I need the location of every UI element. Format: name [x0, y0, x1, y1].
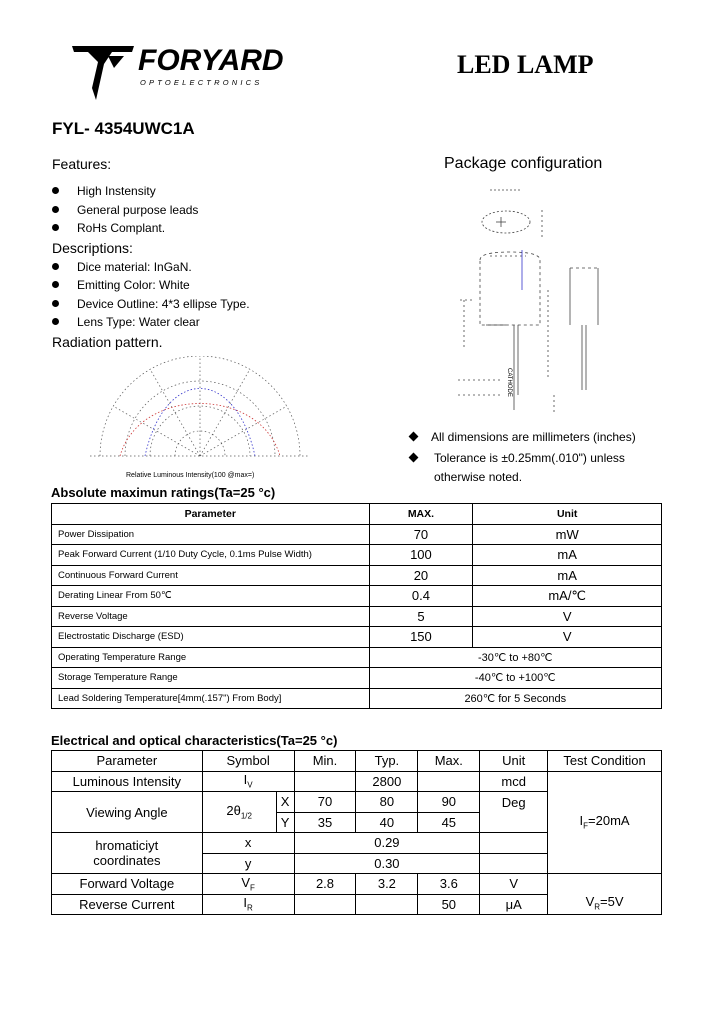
cell-parameter: Continuous Forward Current: [52, 565, 370, 586]
cell-parameter: hromaticiyt coordinates: [52, 833, 203, 874]
cell-max: 0.4: [369, 586, 473, 607]
cell-max: 5: [369, 606, 473, 627]
cell-unit: mA: [473, 545, 662, 566]
package-heading: Package configuration: [444, 155, 603, 172]
cell-unit: [480, 833, 548, 854]
cell-parameter: Storage Temperature Range: [52, 668, 370, 689]
cell-parameter: Operating Temperature Range: [52, 647, 370, 668]
cell-max: 100: [369, 545, 473, 566]
cell-parameter: Reverse Voltage: [52, 606, 370, 627]
cell-unit: V: [473, 627, 662, 648]
cathode-label: CATHODE: [506, 368, 512, 397]
column-header: Unit: [473, 504, 662, 525]
table-row: [52, 668, 662, 689]
cell-max: 90: [418, 792, 480, 813]
cell-unit: V: [473, 606, 662, 627]
cell-parameter: Derating Linear From 50℃: [52, 586, 370, 607]
cell-value: -40℃ to +100℃: [369, 668, 661, 689]
cell-min: 70: [294, 792, 356, 813]
cell-value: 260℃ for 5 Seconds: [369, 688, 661, 709]
column-header: Unit: [480, 751, 548, 772]
table-row: [52, 647, 662, 668]
eo-heading: Electrical and optical characteristics(Ta=25 °c): [51, 733, 338, 748]
cell-max: 50: [418, 894, 480, 915]
cell-parameter: Viewing Angle: [52, 792, 203, 833]
column-header: Min.: [294, 751, 356, 772]
descriptions-heading: Descriptions:: [52, 240, 133, 256]
eo-table: [51, 750, 662, 915]
cell-symbol: $I_V$: [202, 771, 294, 792]
feature-item: General purpose leads: [52, 203, 198, 217]
brand-subtitle: OPTOELECTRONICS: [140, 78, 263, 87]
cell-unit: Deg: [480, 792, 548, 833]
brand-name: FORYARD: [138, 44, 284, 77]
column-header: Parameter: [52, 504, 370, 525]
part-number: FYL- 4354UWC1A: [52, 119, 195, 138]
table-row: [52, 545, 662, 566]
feature-item: High Instensity: [52, 184, 156, 198]
description-item: Emitting Color: White: [52, 278, 190, 292]
cell-parameter: Luminous Intensity: [52, 771, 203, 792]
table-row: [52, 606, 662, 627]
cell-symbol: $V_F$: [202, 874, 294, 895]
abs-max-heading: Absolute maximun ratings(Ta=25 °c): [51, 485, 276, 500]
cell-value: -30℃ to +80℃: [369, 647, 661, 668]
cell-symbol: $I_R$: [202, 894, 294, 915]
cell-symbol: $2\theta_{1/2}$: [202, 792, 276, 833]
table-row: [52, 586, 662, 607]
column-header: Test Condition: [548, 751, 662, 772]
column-header: MAX.: [369, 504, 473, 525]
note-item: Tolerance is ±0.25mm(.010") unless otherwise noted.: [410, 449, 664, 487]
cell-min: 2.8: [294, 874, 356, 895]
table-row: [52, 524, 662, 545]
description-item: Device Outline: 4*3 ellipse Type.: [52, 297, 250, 311]
cell-unit: [480, 853, 548, 874]
column-header: Symbol: [202, 751, 294, 772]
package-drawing: [450, 180, 620, 420]
cell-unit: mA: [473, 565, 662, 586]
radiation-pattern-diagram: [80, 356, 320, 468]
radiation-heading: Radiation pattern.: [52, 334, 163, 350]
cell-symbol: x: [202, 833, 294, 854]
radiation-caption: Relative Luminous Intensity(100 @max=): [126, 472, 255, 479]
cell-max: [418, 771, 480, 792]
note-item: All dimensions are millimeters (inches): [410, 430, 664, 444]
cell-test-condition: $I_F=20mA$: [548, 771, 662, 874]
cell-typ: 80: [356, 792, 418, 813]
cell-typ: 40: [356, 812, 418, 833]
cell-unit: mW: [473, 524, 662, 545]
doc-title: LED LAMP: [457, 50, 594, 79]
cell-unit: μA: [480, 894, 548, 915]
cell-unit: V: [480, 874, 548, 895]
cell-typ: 0.29: [294, 833, 480, 854]
cell-unit: mcd: [480, 771, 548, 792]
table-row: [52, 874, 662, 895]
feature-item: RoHs Complant.: [52, 221, 165, 235]
cell-parameter: Lead Soldering Temperature[4mm(.157") From Body]: [52, 688, 370, 709]
column-header: Parameter: [52, 751, 203, 772]
cell-min: 35: [294, 812, 356, 833]
cell-axis: Y: [276, 812, 294, 833]
cell-max: 150: [369, 627, 473, 648]
features-heading: Features:: [52, 156, 112, 172]
table-row: [52, 688, 662, 709]
table-row: [52, 565, 662, 586]
cell-axis: X: [276, 792, 294, 813]
column-header: Max.: [418, 751, 480, 772]
table-header-row: [52, 504, 662, 525]
cell-max: 3.6: [418, 874, 480, 895]
cell-max: 20: [369, 565, 473, 586]
cell-min: [294, 894, 356, 915]
cell-test-condition: $V_R=5V$: [548, 874, 662, 915]
table-row: [52, 771, 662, 792]
abs-max-table: [51, 503, 662, 709]
cell-typ: [356, 894, 418, 915]
cell-symbol: y: [202, 853, 294, 874]
table-header-row: [52, 751, 662, 772]
cell-parameter: Peak Forward Current (1/10 Duty Cycle, 0.1ms Pulse Width): [52, 545, 370, 566]
cell-max: 70: [369, 524, 473, 545]
description-item: Dice material: InGaN.: [52, 260, 192, 274]
cell-typ: 3.2: [356, 874, 418, 895]
cell-unit: mA/℃: [473, 586, 662, 607]
cell-parameter: Reverse Current: [52, 894, 203, 915]
cell-parameter: Forward Voltage: [52, 874, 203, 895]
description-item: Lens Type: Water clear: [52, 315, 200, 329]
cell-parameter: Power Dissipation: [52, 524, 370, 545]
cell-typ: 2800: [356, 771, 418, 792]
cell-max: 45: [418, 812, 480, 833]
cell-min: [294, 771, 356, 792]
cell-typ: 0.30: [294, 853, 480, 874]
foryard-logo-icon: [70, 44, 136, 104]
table-row: [52, 627, 662, 648]
column-header: Typ.: [356, 751, 418, 772]
cell-parameter: Electrostatic Discharge (ESD): [52, 627, 370, 648]
